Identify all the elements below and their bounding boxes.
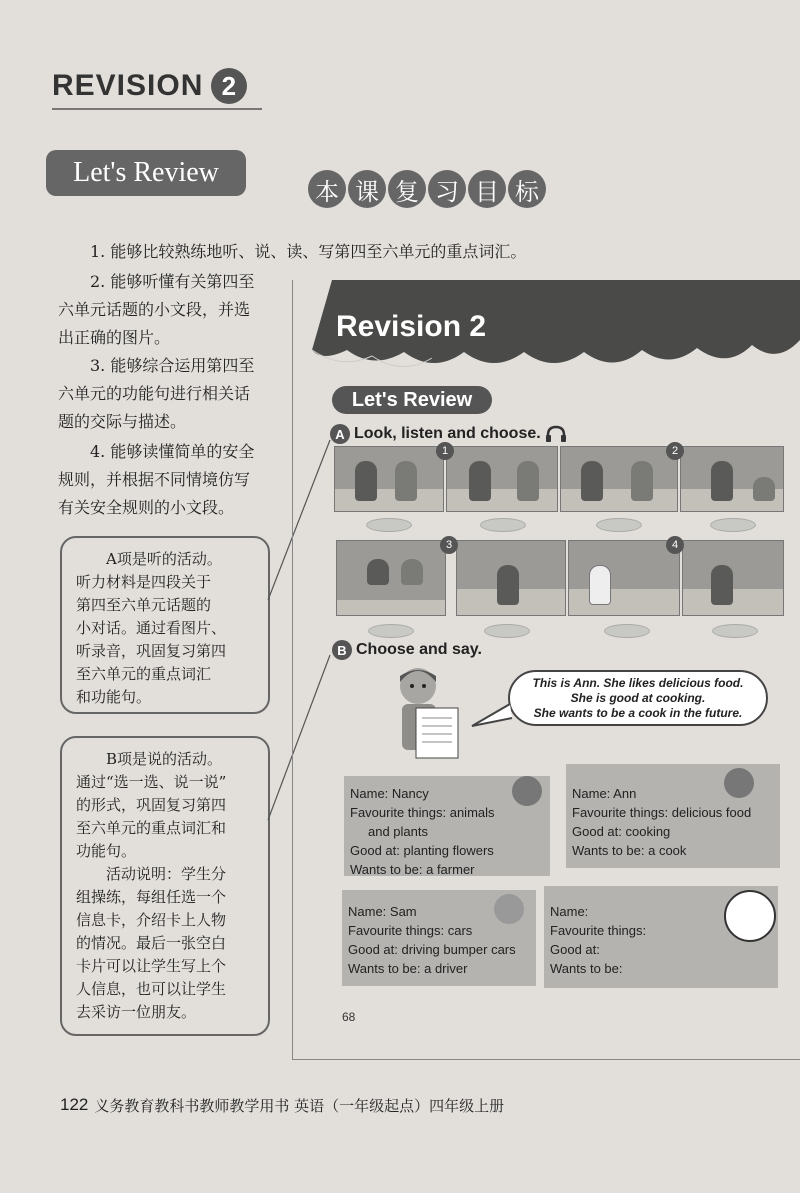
section-b-letter: B — [332, 640, 352, 660]
objectives-char: 标 — [508, 170, 546, 208]
note-b-line: 信息卡，介绍卡上人物 — [76, 911, 227, 929]
answer-oval[interactable] — [366, 518, 412, 532]
textbook-title: Revision 2 — [336, 310, 487, 343]
note-b-line: 去采访一位朋友。 — [76, 1003, 197, 1021]
note-a-line: 第四至六单元话题的 — [76, 596, 212, 614]
note-a-line: 听录音，巩固复习第四 — [76, 642, 227, 660]
speech-line-1: This is Ann. She likes delicious food. — [532, 676, 744, 690]
note-a-line: 和功能句。 — [76, 688, 152, 706]
page-number: 122 — [60, 1095, 89, 1114]
ann-avatar — [724, 768, 754, 798]
picture-chef — [568, 540, 680, 616]
revision-word: REVISION — [52, 69, 204, 102]
page-footer — [60, 1095, 504, 1116]
objectives-char: 复 — [388, 170, 426, 208]
card-ann-good-at: Good at: cooking — [572, 824, 671, 839]
textbook-lets-review-badge: Let's Review — [332, 386, 492, 414]
objective-2-line-2: 六单元话题的小文段，并选 — [58, 300, 251, 319]
note-b-line: 卡片可以让学生写上个 — [76, 957, 227, 975]
objectives-char: 本 — [308, 170, 346, 208]
objective-2-line-3: 出正确的图片。 — [58, 328, 171, 347]
headphones-icon — [545, 425, 567, 443]
section-a-letter: A — [330, 424, 350, 444]
objective-3-line-2: 六单元的功能句进行相关话 — [58, 384, 251, 403]
answer-oval[interactable] — [596, 518, 642, 532]
picture-classroom-b — [446, 446, 558, 512]
lets-review-badge: Let's Review — [46, 150, 246, 196]
card-nancy-favourite: Favourite things: animals — [350, 805, 495, 820]
objective-4-line-3: 有关安全规则的小文段。 — [58, 498, 235, 517]
objective-4-line-2: 规则，并根据不同情境仿写 — [58, 470, 251, 489]
picture-farm — [682, 540, 784, 616]
picture-number-2: 2 — [666, 442, 684, 460]
textbook-page-number: 68 — [342, 1010, 356, 1024]
answer-oval[interactable] — [484, 624, 530, 638]
picture-stairs — [456, 540, 566, 616]
picture-number-3: 3 — [440, 536, 458, 554]
answer-oval[interactable] — [710, 518, 756, 532]
section-b-heading — [332, 640, 482, 660]
answer-oval[interactable] — [604, 624, 650, 638]
objectives-char: 目 — [468, 170, 506, 208]
picture-market — [560, 446, 678, 512]
answer-oval[interactable] — [480, 518, 526, 532]
picture-window — [336, 540, 446, 616]
note-b-line: 人信息，也可以让学生 — [76, 980, 227, 998]
section-b-title: Choose and say. — [356, 641, 482, 658]
speech-bubble-tail — [470, 700, 514, 730]
section-a-title: Look, listen and choose. — [354, 425, 541, 442]
note-b-line: 的形式，巩固复习第四 — [76, 796, 227, 814]
objective-3-line-3: 题的交际与描述。 — [58, 412, 187, 431]
objectives-char: 习 — [428, 170, 466, 208]
card-sam-wants: Wants to be: a driver — [348, 961, 468, 976]
picture-number-4: 4 — [666, 536, 684, 554]
section-a-heading — [330, 424, 567, 444]
card-blank-favourite: Favourite things: — [550, 923, 647, 938]
card-ann-wants: Wants to be: a cook — [572, 843, 687, 858]
card-blank-wants: Wants to be: — [550, 961, 623, 976]
card-blank-good-at: Good at: — [550, 942, 600, 957]
note-b-line: 活动说明：学生分 — [106, 865, 227, 883]
objective-3-line-1: 3. 能够综合运用第四至 — [90, 356, 255, 375]
note-a-line: A项是听的活动。 — [106, 550, 222, 568]
picture-street — [680, 446, 784, 512]
note-a-line: 听力材料是四段关于 — [76, 573, 212, 591]
objective-4-line-1: 4. 能够读懂简单的安全 — [90, 442, 255, 461]
card-sam-name: Name: Sam — [348, 904, 417, 919]
card-nancy-good-at: Good at: planting flowers — [350, 843, 494, 858]
objective-2-line-1: 2. 能够听懂有关第四至 — [90, 272, 255, 291]
card-blank-name: Name: — [550, 904, 589, 919]
card-nancy-wants: Wants to be: a farmer — [350, 862, 475, 877]
revision-number-badge: 2 — [211, 68, 247, 104]
card-sam-good-at: Good at: driving bumper cars — [348, 942, 516, 957]
speech-line-3: She wants to be a cook in the future. — [533, 706, 743, 720]
card-nancy-name: Name: Nancy — [350, 786, 429, 801]
answer-oval[interactable] — [712, 624, 758, 638]
card-sam-favourite: Favourite things: cars — [348, 923, 473, 938]
sam-avatar — [494, 894, 524, 924]
note-b-line: 的情况。最后一张空白 — [76, 934, 227, 952]
card-nancy-favourite-cont: and plants — [368, 824, 428, 839]
answer-oval[interactable] — [368, 624, 414, 638]
note-b-line: 通过“选一选、说一说” — [76, 773, 227, 791]
card-ann-name: Name: Ann — [572, 786, 637, 801]
blank-avatar-circle — [724, 890, 776, 942]
note-a-line: 小对话。通过看图片、 — [76, 619, 227, 637]
card-ann-favourite: Favourite things: delicious food — [572, 805, 752, 820]
objectives-char: 课 — [348, 170, 386, 208]
boy-with-card-illustration — [380, 664, 470, 764]
nancy-avatar — [512, 776, 542, 806]
speech-bubble — [508, 670, 768, 726]
objective-1: 1. 能够比较熟练地听、说、读、写第四至六单元的重点词汇。 — [90, 242, 527, 261]
picture-number-1: 1 — [436, 442, 454, 460]
speech-line-2: She is good at cooking. — [570, 691, 706, 705]
note-b-line: 至六单元的重点词汇和 — [76, 819, 227, 837]
note-a-line: 至六单元的重点词汇 — [76, 665, 212, 683]
note-b-line: B项是说的活动。 — [106, 750, 223, 768]
picture-classroom-a — [334, 446, 444, 512]
book-title: 义务教育教科书教师教学用书 英语（一年级起点）四年级上册 — [94, 1097, 505, 1115]
note-b-line: 组操练，每组任选一个 — [76, 888, 227, 906]
note-b-line: 功能句。 — [76, 842, 137, 860]
